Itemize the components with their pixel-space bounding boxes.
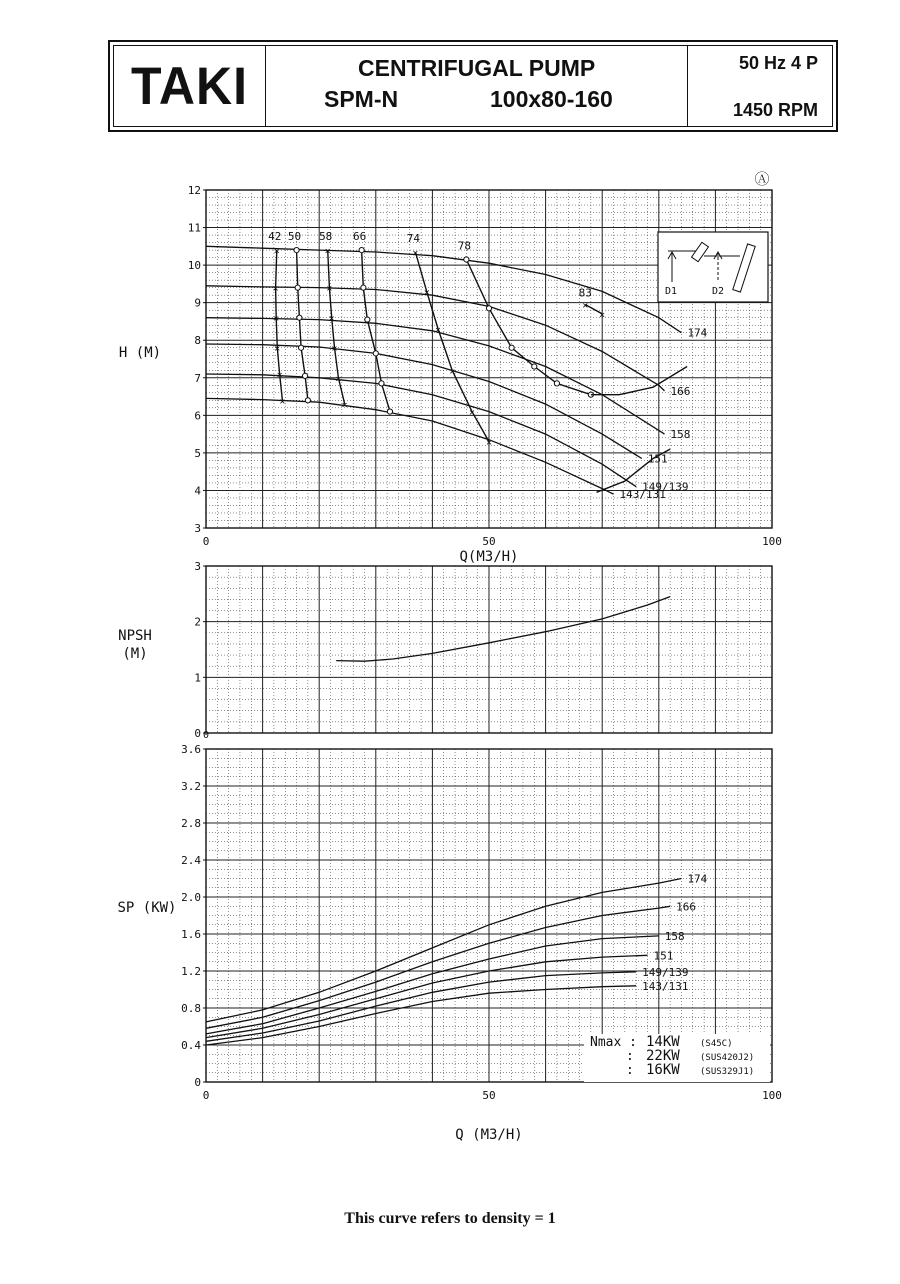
efficiency-marker: × (324, 246, 331, 258)
pump-series: SPM-N (324, 86, 399, 112)
series-label: 158 (664, 929, 685, 943)
y-tick-label: 3 (194, 560, 201, 573)
y-tick-label: 4 (194, 484, 201, 498)
efficiency-marker (302, 373, 307, 378)
nmax-material: (SUS420J2) (700, 1053, 755, 1063)
y-tick-label: 0 (194, 1076, 201, 1089)
y-tick-label: 9 (194, 296, 201, 310)
efficiency-marker: × (326, 283, 333, 295)
rated-speed: 1450 RPM (732, 100, 818, 120)
frequency-poles: 50 Hz 4 P (738, 53, 818, 73)
efficiency-marker (361, 285, 366, 290)
y-tick-label: 7 (194, 371, 201, 385)
pump-size: 100x80-160 (490, 86, 613, 112)
efficiency-marker: × (599, 309, 606, 321)
y-tick-label: 1.6 (181, 928, 201, 941)
nmax-separator: : (626, 1049, 634, 1064)
series-label: 174 (687, 872, 708, 886)
efficiency-curve-74 (415, 252, 489, 442)
efficiency-marker (509, 345, 514, 350)
efficiency-marker: × (469, 407, 476, 419)
series-label: 166 (670, 384, 691, 398)
efficiency-marker (305, 398, 310, 403)
y-tick-label: 3.2 (181, 780, 201, 793)
efficiency-marker (387, 409, 392, 414)
efficiency-marker: × (273, 246, 280, 258)
series-label: 149/139 (642, 480, 689, 494)
nmax-material: (SUS329J1) (700, 1067, 755, 1077)
efficiency-marker: × (276, 370, 283, 382)
efficiency-label: 42 (268, 230, 282, 244)
pump-title: CENTRIFUGAL PUMP (358, 55, 596, 81)
efficiency-label: 78 (457, 239, 471, 253)
y-tick-label: 12 (187, 184, 201, 197)
y-axis-label: NPSH (118, 628, 152, 644)
efficiency-marker: × (449, 366, 456, 378)
chart-panel-2 (117, 743, 781, 1143)
y-tick-label: 10 (187, 259, 201, 273)
efficiency-marker (532, 364, 537, 369)
chart-panel-0 (119, 184, 782, 565)
corner-mark: Ⓐ (754, 170, 770, 188)
efficiency-label: 83 (578, 286, 592, 300)
nmax-power: 22KW (646, 1048, 680, 1064)
y-axis-label: (M) (122, 646, 148, 662)
y-tick-label: 3 (194, 522, 201, 535)
series-line-NPSH (336, 597, 670, 662)
series-line-149-139 (206, 972, 636, 1041)
efficiency-marker (554, 381, 559, 386)
series-label: 151 (647, 452, 668, 466)
efficiency-marker: × (335, 373, 342, 385)
x-axis-label: Q(M3/H) (459, 549, 519, 565)
impeller-inset (658, 232, 768, 302)
x-tick-label: 0 (202, 1089, 210, 1102)
efficiency-marker: × (272, 283, 279, 295)
efficiency-marker: × (341, 400, 348, 412)
efficiency-curve-78 (466, 260, 591, 395)
y-axis-label: H (M) (118, 345, 162, 361)
x-tick-label: 100 (762, 535, 782, 548)
y-tick-label: 2 (194, 615, 201, 629)
series-label: 166 (676, 900, 696, 914)
nmax-box (584, 1034, 770, 1082)
y-tick-label: 3.6 (181, 743, 201, 756)
series-line-151 (206, 344, 642, 459)
x-axis-label: Q (M3/H) (455, 1127, 523, 1143)
x-tick-label: 100 (762, 1089, 782, 1102)
efficiency-marker: × (273, 313, 280, 325)
efficiency-label: 66 (353, 230, 367, 244)
x-tick-label: 50 (482, 535, 496, 548)
efficiency-marker (294, 247, 299, 252)
y-tick-label: 11 (187, 221, 201, 235)
x-tick-label: 0 (202, 535, 210, 548)
nmax-power: 14KW (646, 1034, 680, 1050)
y-tick-label: 2.0 (181, 891, 201, 904)
efficiency-marker (464, 257, 469, 262)
nmax-separator: : (626, 1063, 634, 1078)
efficiency-marker (295, 285, 300, 290)
brand-logo: TAKI (131, 56, 248, 116)
efficiency-marker (373, 351, 378, 356)
efficiency-marker (365, 317, 370, 322)
y-tick-label: 0 (194, 727, 201, 740)
y-axis-label: SP (KW) (117, 900, 177, 916)
series-label: 174 (687, 326, 708, 340)
efficiency-marker (486, 306, 491, 311)
y-tick-label: 2.8 (181, 817, 201, 830)
efficiency-marker: × (279, 396, 286, 408)
density-footnote: This curve refers to density = 1 (344, 1210, 556, 1227)
efficiency-marker: × (331, 343, 338, 355)
efficiency-marker: × (435, 324, 442, 336)
efficiency-marker (297, 315, 302, 320)
x-tick-label-zero: 0 (202, 730, 210, 741)
series-label: 151 (653, 949, 674, 963)
y-tick-label: 0.8 (181, 1002, 201, 1015)
nmax-material: (S45C) (700, 1039, 733, 1049)
y-tick-label: 8 (194, 334, 201, 348)
efficiency-marker: × (582, 300, 589, 312)
series-line-151 (206, 955, 648, 1037)
y-tick-label: 1 (194, 671, 201, 685)
efficiency-marker: × (328, 313, 335, 325)
y-tick-label: 5 (194, 446, 201, 460)
efficiency-marker: × (412, 247, 419, 259)
inset-label-d2: D2 (712, 286, 725, 297)
nmax-label: Nmax : (590, 1035, 637, 1050)
series-label: 149/139 (642, 965, 689, 979)
efficiency-marker (379, 381, 384, 386)
efficiency-marker: × (274, 343, 281, 355)
y-tick-label: 2.4 (181, 854, 201, 867)
inset-label-d1: D1 (665, 286, 678, 297)
efficiency-marker (359, 247, 364, 252)
efficiency-marker: × (485, 437, 493, 449)
series-label: 143/131 (619, 488, 666, 502)
chart-panel-1 (118, 560, 772, 741)
efficiency-marker: × (423, 287, 430, 299)
series-label: 143/131 (642, 979, 689, 993)
efficiency-label: 74 (406, 231, 421, 245)
efficiency-marker (298, 345, 303, 350)
series-label: 158 (670, 428, 691, 442)
efficiency-label: 58 (319, 230, 333, 244)
efficiency-label: 50 (287, 230, 302, 244)
y-tick-label: 1.2 (181, 965, 201, 978)
y-tick-label: 0.4 (181, 1039, 201, 1052)
x-tick-label: 50 (482, 1089, 496, 1102)
y-tick-label: 6 (194, 409, 201, 423)
nmax-power: 16KW (646, 1062, 680, 1078)
